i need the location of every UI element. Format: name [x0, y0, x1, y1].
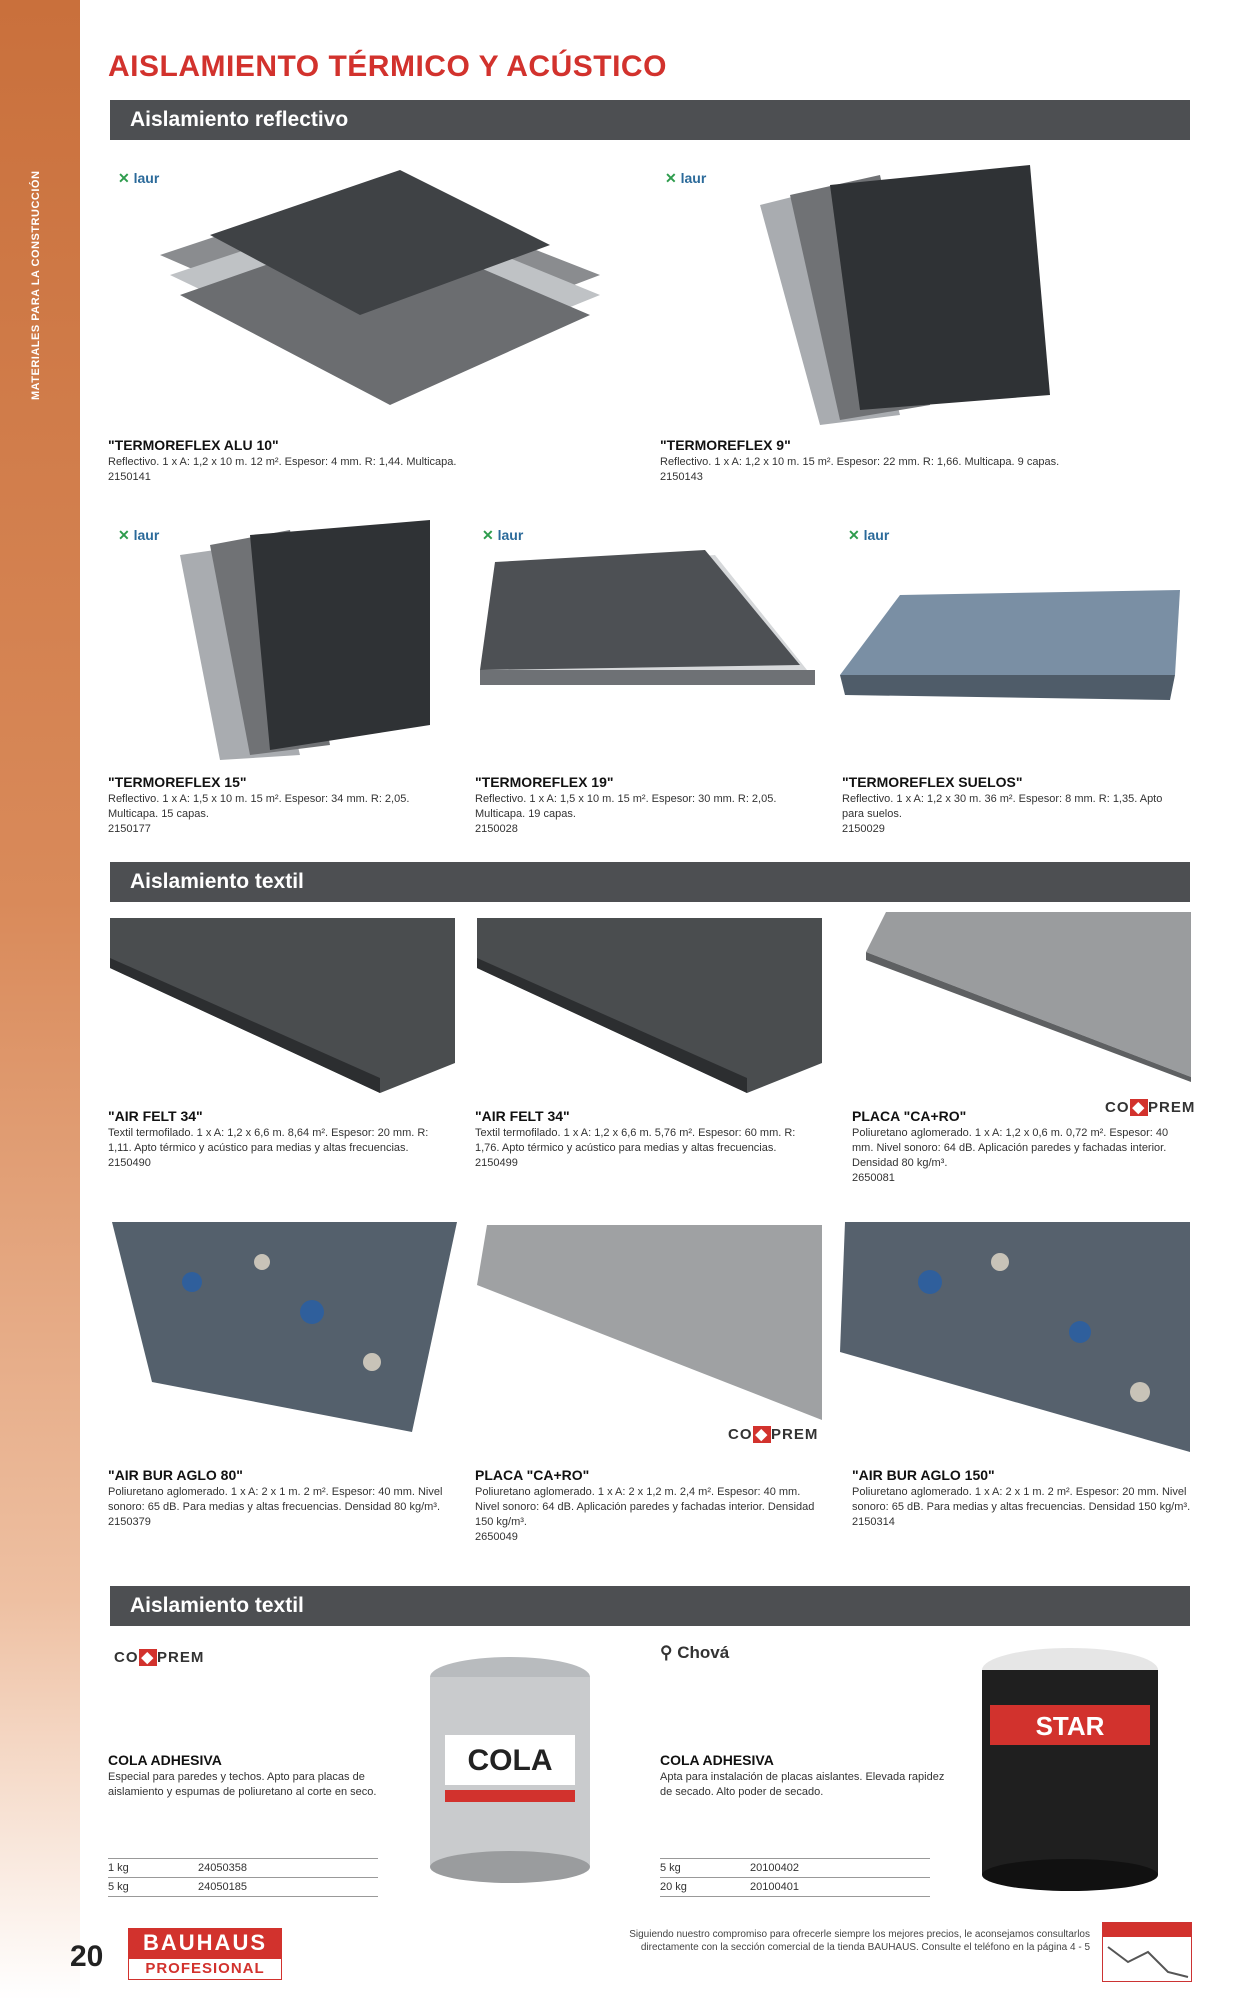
- footer-note: Siguiendo nuestro compromiso para ofrecerle siempre los mejores precios, le aconsejamos consultarlos directamente con la sección comercial de la tienda BAUHAUS. Consulte el teléfono en la página 4 - 5: [629, 1929, 1090, 1953]
- product-name: "AIR FELT 34": [475, 1108, 570, 1124]
- product-name: PLACA "CA+RO": [475, 1467, 590, 1483]
- isover-logo: ✕ laur: [665, 170, 707, 186]
- air-bur-aglo-150-image: [840, 1222, 1190, 1452]
- product-name: "AIR BUR AGLO 150": [852, 1467, 995, 1483]
- cofren-logo: CO ◆ PREM: [114, 1649, 205, 1666]
- product-name: "TERMOREFLEX SUELOS": [842, 774, 1023, 790]
- table-row: 5 kg 20100402: [660, 1858, 930, 1877]
- price-icon: [1102, 1922, 1192, 1982]
- product-desc: Poliuretano aglomerado. 1 x A: 2 x 1 m. 2 m². Espesor: 20 mm. Nivel sonoro: 65 dB. Para medias y altas frecuencias. Densidad 150 kg/m³. 2150314: [852, 1486, 1191, 1528]
- product-desc: Reflectivo. 1 x A: 1,5 x 10 m. 15 m². Espesor: 34 mm. R: 2,05. Multicapa. 15 capas. 2150177: [108, 793, 410, 835]
- product-desc: Reflectivo. 1 x A: 1,2 x 30 m. 36 m². Espesor: 8 mm. R: 1,35. Apto para suelos. 2150029: [842, 793, 1163, 835]
- termoreflex-9-image: [760, 155, 1060, 435]
- termoreflex-15-image: [180, 515, 440, 765]
- product-name: COLA ADHESIVA: [108, 1752, 222, 1768]
- cofren-logo: CO ◆ PREM: [1105, 1099, 1196, 1116]
- product-desc: Textil termofilado. 1 x A: 1,2 x 6,6 m. 8,64 m². Espesor: 20 mm. R: 1,11. Apto térmico y acústico para medias y altas frecuencias. 2150490: [108, 1127, 429, 1169]
- isover-logo: ✕ laur: [118, 527, 160, 543]
- bauhaus-logo: BAUHAUS PROFESIONAL: [128, 1928, 282, 1980]
- table-row: 1 kg 24050358: [108, 1858, 378, 1877]
- cofren-logo: CO ◆ PREM: [728, 1426, 819, 1443]
- table-row: 20 kg 20100401: [660, 1877, 930, 1897]
- termoreflex-alu-10-image: [150, 165, 610, 425]
- page-title: AISLAMIENTO TÉRMICO Y ACÚSTICO: [108, 50, 667, 83]
- product-name: "TERMOREFLEX 9": [660, 437, 791, 453]
- air-felt-34-image: [110, 918, 455, 1093]
- placa-ca-ro-image: [866, 912, 1191, 1082]
- isover-logo: ✕ laur: [118, 170, 160, 186]
- termoreflex-suelos-image: [840, 585, 1190, 705]
- placa-ca-ro-image: [477, 1225, 822, 1425]
- sidebar-band: [0, 0, 80, 2000]
- table-row: 5 kg 24050185: [108, 1877, 378, 1897]
- chova-logo: ⚲ Chová: [660, 1643, 730, 1662]
- product-name: "TERMOREFLEX 15": [108, 774, 247, 790]
- isover-logo: ✕ laur: [482, 527, 524, 543]
- product-desc: Textil termofilado. 1 x A: 1,2 x 6,6 m. 5,76 m². Espesor: 60 mm. R: 1,76. Apto térmico y acústico para medias y altas frecuencias. 2150499: [475, 1127, 796, 1169]
- section-header-adhesives: Aislamiento textil: [110, 1586, 1190, 1626]
- can-label: COLA: [467, 1744, 553, 1777]
- size-table: [108, 1858, 378, 1897]
- product-desc: Especial para paredes y techos. Apto para placas de aislamiento y espumas de poliuretano al corte en seco.: [108, 1771, 377, 1798]
- isover-logo: ✕ laur: [848, 527, 890, 543]
- sidebar-label: MATERIALES PARA LA CONSTRUCCIÓN: [30, 170, 42, 400]
- product-desc: Poliuretano aglomerado. 1 x A: 2 x 1 m. 2 m². Espesor: 40 mm. Nivel sonoro: 65 dB. Para medias y altas frecuencias. Densidad 80 kg/m³. 2150379: [108, 1486, 443, 1528]
- product-name: "TERMOREFLEX ALU 10": [108, 437, 279, 453]
- product-desc: Reflectivo. 1 x A: 1,5 x 10 m. 15 m². Espesor: 30 mm. R: 2,05. Multicapa. 19 capas. 2150028: [475, 793, 777, 835]
- product-name: "TERMOREFLEX 19": [475, 774, 614, 790]
- section-header-reflective: Aislamiento reflectivo: [110, 100, 1190, 140]
- size-table: [660, 1858, 930, 1897]
- star-can-image: [975, 1645, 1165, 1895]
- product-desc: Reflectivo. 1 x A: 1,2 x 10 m. 15 m². Espesor: 22 mm. R: 1,66. Multicapa. 9 capas. 2150143: [660, 456, 1060, 483]
- cola-can-image: [425, 1655, 595, 1885]
- can-label: STAR: [1035, 1711, 1105, 1741]
- section-header-textile: Aislamiento textil: [110, 862, 1190, 902]
- product-name: COLA ADHESIVA: [660, 1752, 774, 1768]
- air-bur-aglo-80-image: [112, 1222, 457, 1432]
- product-desc: Poliuretano aglomerado. 1 x A: 2 x 1,2 m. 2,4 m². Espesor: 40 mm. Nivel sonoro: 64 dB. Aplicación paredes y fachadas interior. Densidad 150 kg/m³. 2650049: [475, 1486, 815, 1543]
- page-number: 20: [70, 1940, 104, 1973]
- termoreflex-19-image: [475, 550, 820, 700]
- product-name: "AIR BUR AGLO 80": [108, 1467, 243, 1483]
- product-desc: Apta para instalación de placas aislantes. Elevada rapidez de secado. Alto poder de secado.: [660, 1771, 945, 1798]
- product-name: "AIR FELT 34": [108, 1108, 203, 1124]
- product-desc: Reflectivo. 1 x A: 1,2 x 10 m. 12 m². Espesor: 4 mm. R: 1,44. Multicapa. 2150141: [108, 456, 457, 483]
- product-desc: Poliuretano aglomerado. 1 x A: 1,2 x 0,6 m. 0,72 m². Espesor: 40 mm. Nivel sonoro: 64 dB. Aplicación paredes y fachadas interior. Densidad 80 kg/m³. 2650081: [852, 1127, 1169, 1184]
- air-felt-34-image: [477, 918, 822, 1093]
- product-name: PLACA "CA+RO": [852, 1108, 967, 1124]
